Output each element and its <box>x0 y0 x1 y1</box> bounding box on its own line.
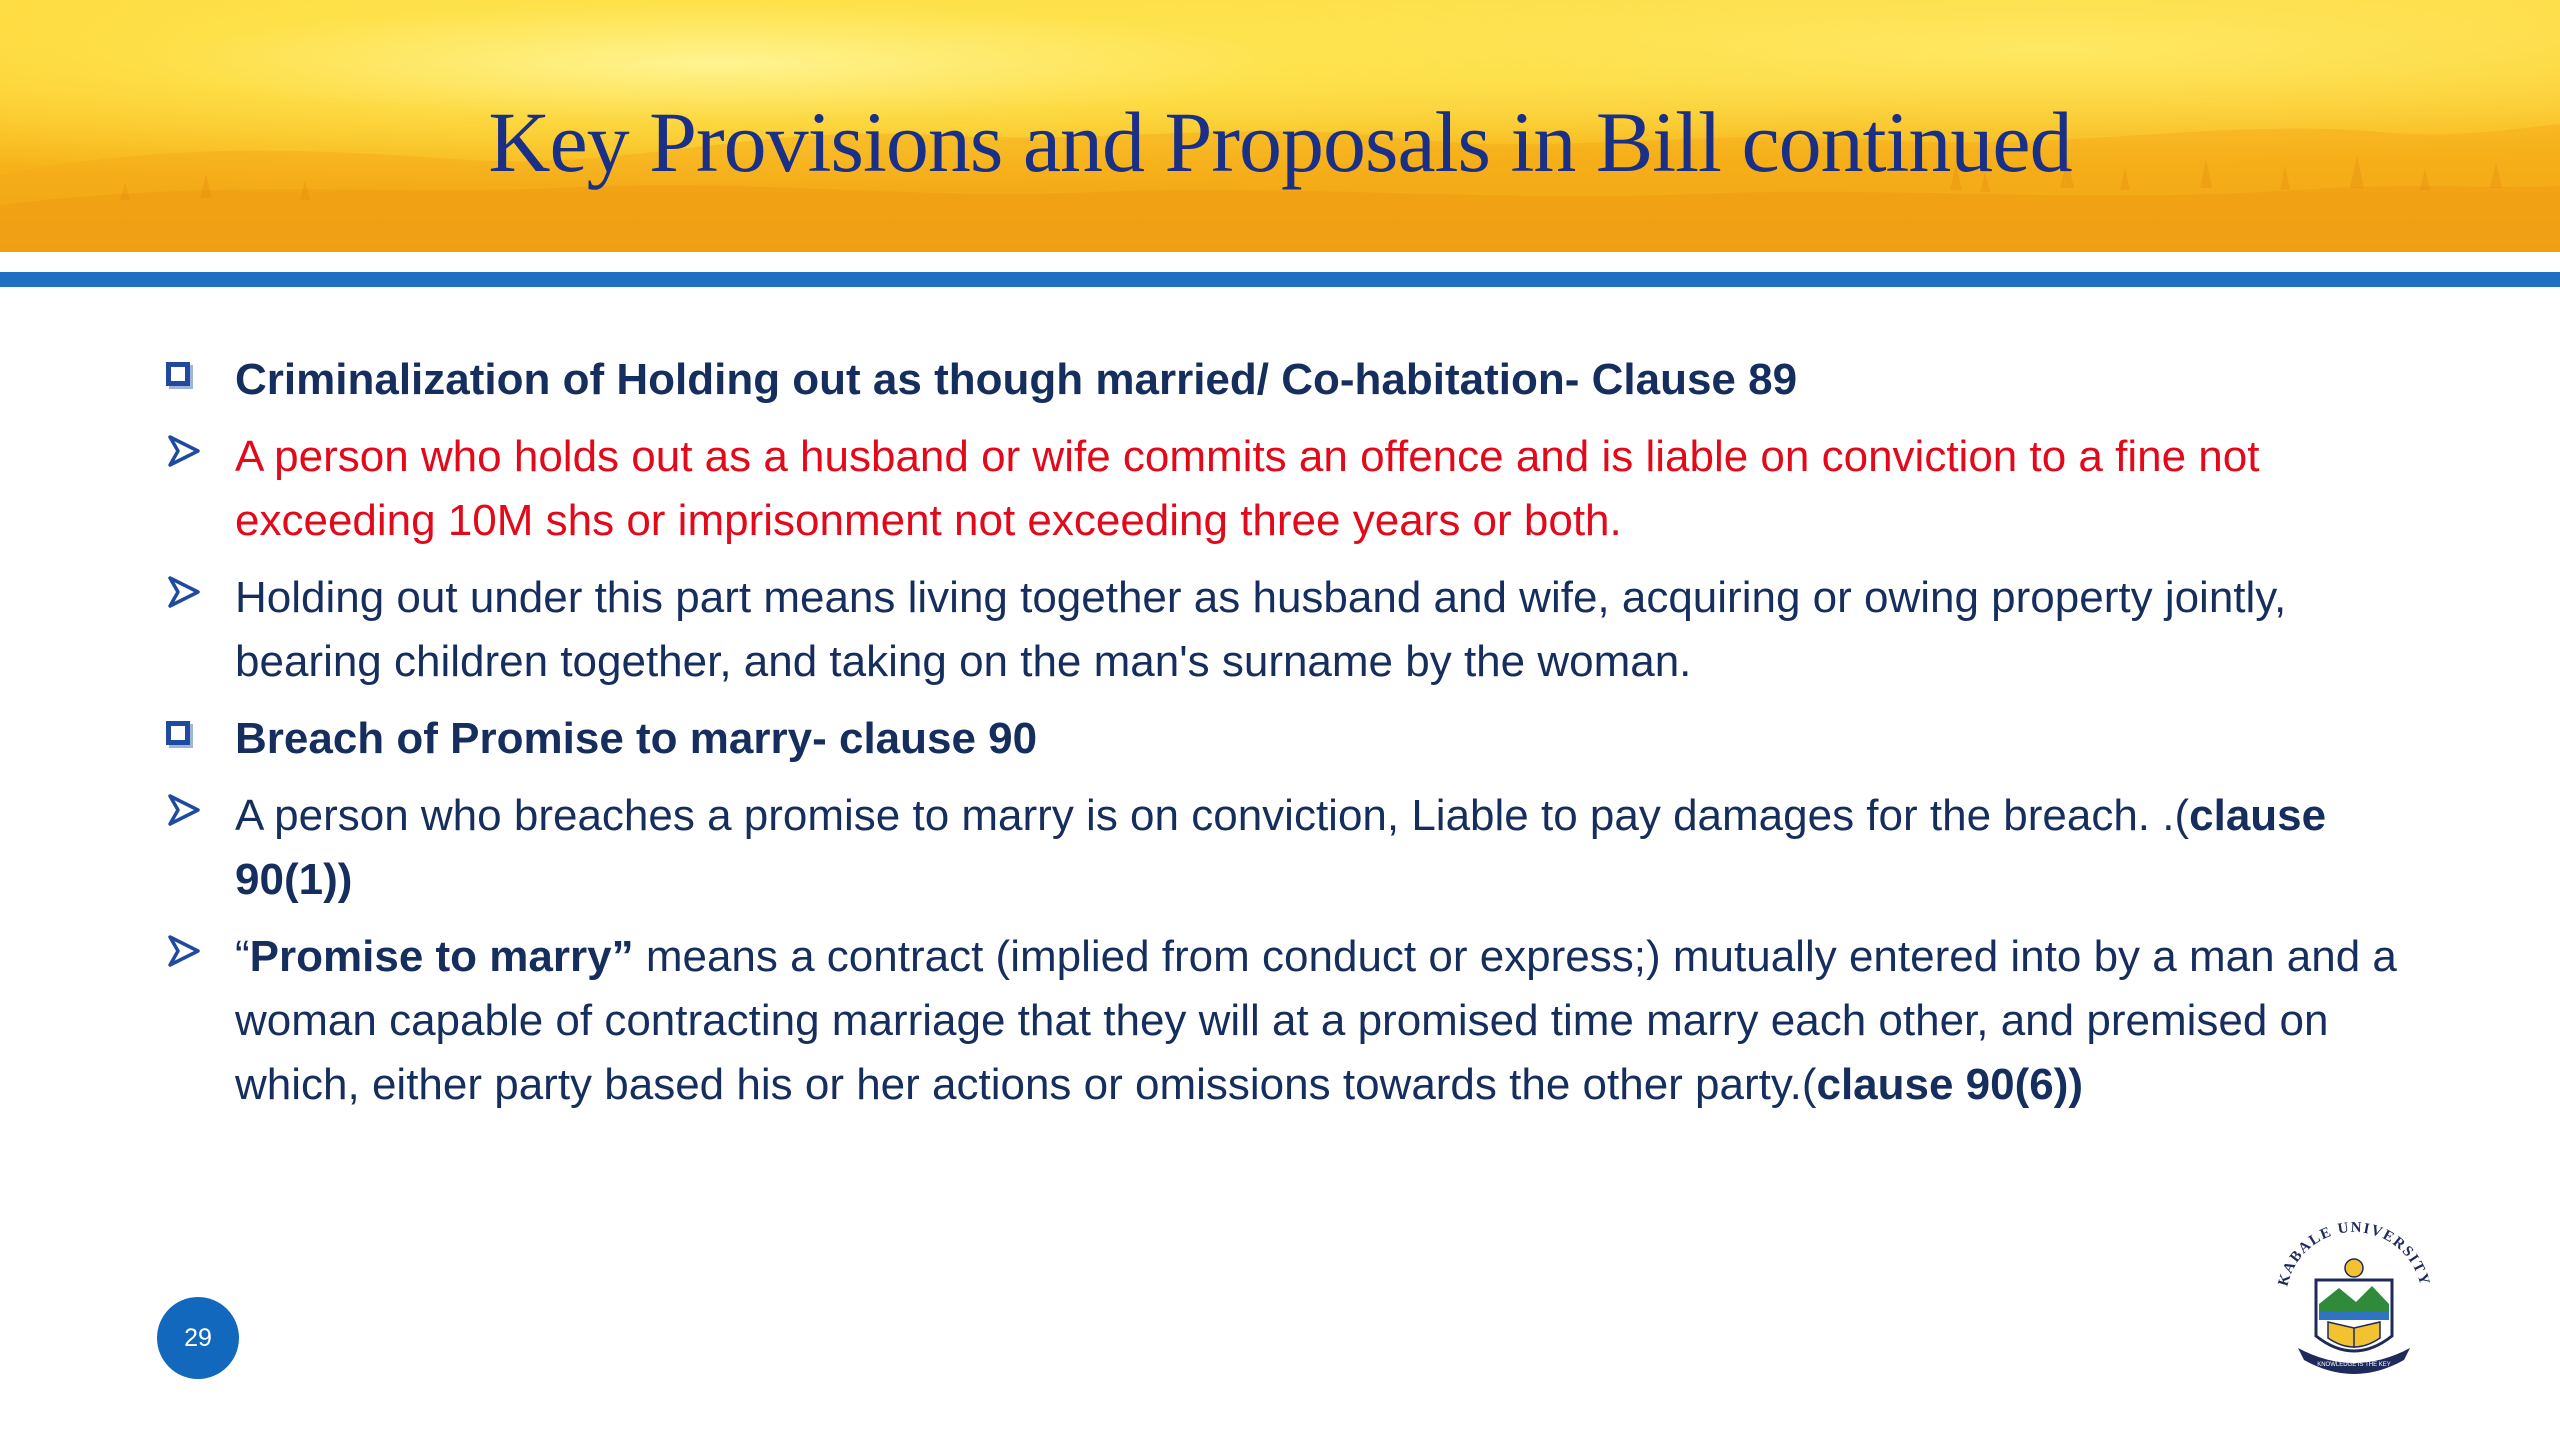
section-heading: Criminalization of Holding out as though married/ Co-habitation- Clause 89 <box>235 355 1798 404</box>
clause-reference: clause 90(6)) <box>1816 1060 2084 1109</box>
list-item <box>0 566 2560 694</box>
header-divider <box>0 272 2560 287</box>
page-number-badge: 29 <box>157 1297 239 1379</box>
section-heading: Breach of Promise to marry- clause 90 <box>235 714 1038 763</box>
list-item <box>0 925 2560 1117</box>
bullet-text: A person who holds out as a husband or wife commits an offence and is liable on conviction to a fine not exceeding 10M shs or imprisonment not exceeding three years or both. <box>235 432 2260 545</box>
arrow-bullet-icon <box>166 433 202 469</box>
header-banner <box>0 0 2560 252</box>
checkbox-square-icon <box>166 721 190 745</box>
list-item <box>0 425 2560 553</box>
bullet-text <box>235 784 2435 912</box>
bullet-text: Holding out under this part means living together as husband and wife, acquiring or owing property jointly, bearing children together, and taking on the man's surname by the woman. <box>235 573 2287 686</box>
bullet-text <box>235 925 2435 1117</box>
list-item <box>0 348 2560 412</box>
svg-text:KABALE UNIVERSITY: KABALE UNIVERSITY <box>2275 1219 2433 1289</box>
clause-reference: clause 90(1)) <box>235 791 2327 904</box>
arrow-bullet-icon <box>166 574 202 610</box>
bullet-text-plain: A person who breaches a promise to marry is on conviction, Liable to pay damages for the breach. .( <box>235 791 2190 840</box>
defined-term: Promise to marry” <box>249 932 634 981</box>
kabale-university-logo <box>2264 1208 2444 1388</box>
checkbox-square-icon <box>166 362 190 386</box>
list-item <box>0 784 2560 912</box>
list-item <box>0 707 2560 771</box>
arrow-bullet-icon <box>166 792 202 828</box>
slide-body <box>0 348 2560 1117</box>
slide-title: Key Provisions and Proposals in Bill continued <box>488 94 2072 190</box>
bullet-text-plain: means a contract (implied from conduct or express;) mutually entered into by a man and a woman capable of contracting marriage that they will at a promised time marry each other, and premised on which, either party based his or her actions or omissions towards the other party.( <box>235 932 2397 1109</box>
arrow-bullet-icon <box>166 933 202 969</box>
open-quote: “ <box>235 932 250 981</box>
svg-text:KNOWLEDGE IS THE KEY: KNOWLEDGE IS THE KEY <box>2317 1362 2391 1368</box>
